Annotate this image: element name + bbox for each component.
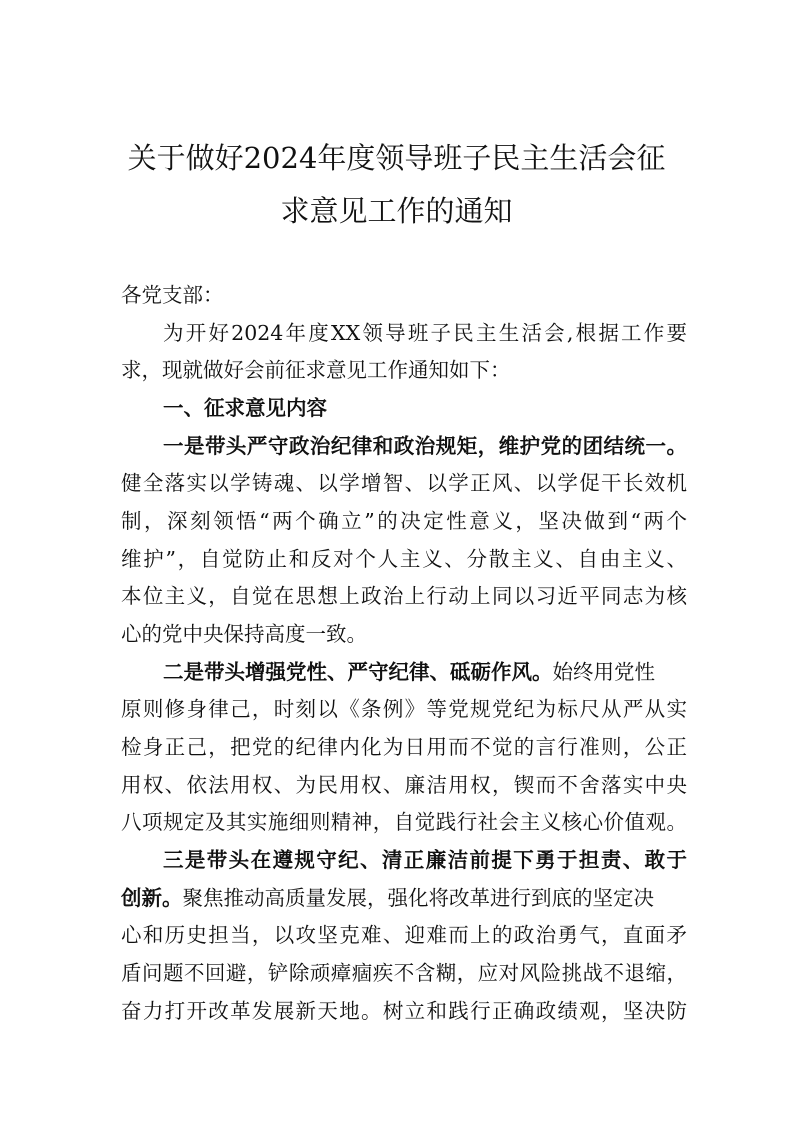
item1-line-3: 维护”，自觉防止和反对个人主义、分散主义、自由主义、: [121, 547, 687, 571]
item2-first-line: [163, 658, 687, 686]
item2-lead: 二是带头增强党性、严守纪律、砥砺作风。: [163, 660, 553, 684]
intro-line-2: 求，现就做好会前征求意见工作通知如下：: [121, 358, 511, 382]
item3-lead-line-2: 创新。: [121, 886, 183, 910]
document-title-line-2: 求意见工作的通知: [280, 194, 513, 228]
item2-line-3: 用权、依法用权、为民用权、廉洁用权，锲而不舍落实中央: [121, 773, 687, 797]
item2-line-2: 检身正己，把党的纪律内化为日用而不觉的言行准则，公正: [121, 735, 687, 759]
item1-line-5: 心的党中央保持高度一致。: [121, 622, 367, 646]
item3-line-2: 盾问题不回避，铲除顽瘴痼疾不含糊，应对风险挑战不退缩，: [121, 961, 687, 985]
item3-line-1: 心和历史担当，以攻坚克难、迎难而上的政治勇气，直面矛: [121, 923, 687, 947]
item3-line-3: 奋力打开改革发展新天地。树立和践行正确政绩观，坚决防: [121, 999, 687, 1023]
item1-line-1: 健全落实以学铸魂、以学增智、以学正风、以学促干长效机: [121, 471, 687, 495]
item2-line-4: 八项规定及其实施细则精神，自觉践行社会主义核心价值观。: [121, 810, 687, 834]
item1-lead: 一是带头严守政治纪律和政治规矩，维护党的团结统一。: [163, 434, 687, 458]
intro-line-1: 为开好2024年度XX领导班子民主生活会,根据工作要: [163, 321, 687, 345]
item3-lead-line-1: 三是带头在遵规守纪、清正廉洁前提下勇于担责、敢于: [163, 848, 687, 872]
document-title-line-1: 关于做好2024年度领导班子民主生活会征: [127, 141, 666, 175]
item1-line-4: 本位主义，自觉在思想上政治上行动上同以习近平同志为核: [121, 584, 687, 608]
section-heading: 一、征求意见内容: [163, 396, 327, 420]
item3-line-2-tail: 聚焦推动高质量发展，强化将改革进行到底的坚定决: [182, 886, 654, 910]
item1-line-2: 制，深刻领悟“两个确立”的决定性意义，坚决做到“两个: [121, 509, 687, 533]
item2-lead-tail: 始终用党性: [552, 660, 655, 684]
item2-line-1: 原则修身律己，时刻以《条例》等党规党纪为标尺从严从实: [121, 697, 687, 721]
item3-second-line: [121, 884, 687, 912]
salutation: 各党支部：: [121, 283, 224, 307]
